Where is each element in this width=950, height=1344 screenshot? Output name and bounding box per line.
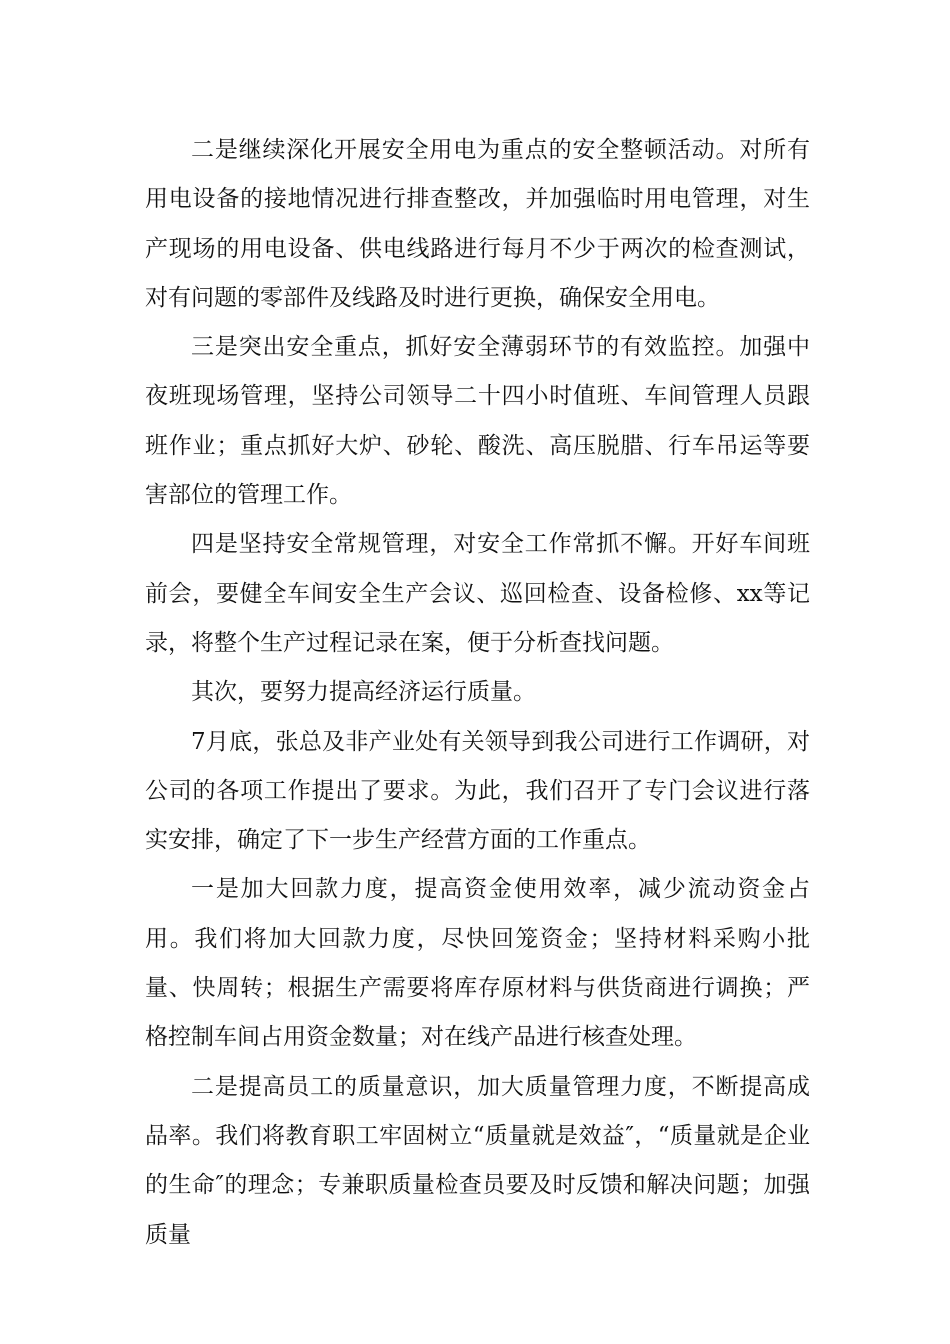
paragraph-quality-awareness: 二是提高员工的质量意识，加大质量管理力度，不断提高成品率。我们将教育职工牢固树立“质量就是效益″，“质量就是企业的生命″的理念；专兼职质量检查员要及时反馈和解决问题；加强质量 [145,1073,810,1248]
document-body [145,126,810,1260]
paragraph-safety-focus: 三是突出安全重点，抓好安全薄弱环节的有效监控。加强中夜班现场管理，坚持公司领导二十四小时值班、车间管理人员跟班作业；重点抓好大炉、砂轮、酸洗、高压脱腊、行车吊运等要害部位的管理工作。 [145,334,810,509]
paragraph-routine-management: 四是坚持安全常规管理，对安全工作常抓不懈。开好车间班前会，要健全车间安全生产会议、巡回检查、设备检修、xx等记录，将整个生产过程记录在案，便于分析查找问题。 [145,531,810,656]
paragraph-july-research: 7月底，张总及非产业处有关领导到我公司进行工作调研，对公司的各项工作提出了要求。为此，我们召开了专门会议进行落实安排，确定了下一步生产经营方面的工作重点。 [145,728,810,854]
paragraph-economic-quality: 其次，要努力提高经济运行质量。 [191,679,536,706]
paragraph-capital-efficiency: 一是加大回款力度，提高资金使用效率，减少流动资金占用。我们将加大回款力度，尽快回笼资金；坚持材料采购小批量、快周转；根据生产需要将库存原材料与供货商进行调换；严格控制车间占用资金数量；对在线产品进行核查处理。 [145,876,810,1051]
paragraph-electrical-safety: 二是继续深化开展安全用电为重点的安全整顿活动。对所有用电设备的接地情况进行排查整改，并加强临时用电管理，对生产现场的用电设备、供电线路进行每月不少于两次的检查测试，对有问题的零部件及线路及时进行更换，确保安全用电。 [145,137,810,311]
